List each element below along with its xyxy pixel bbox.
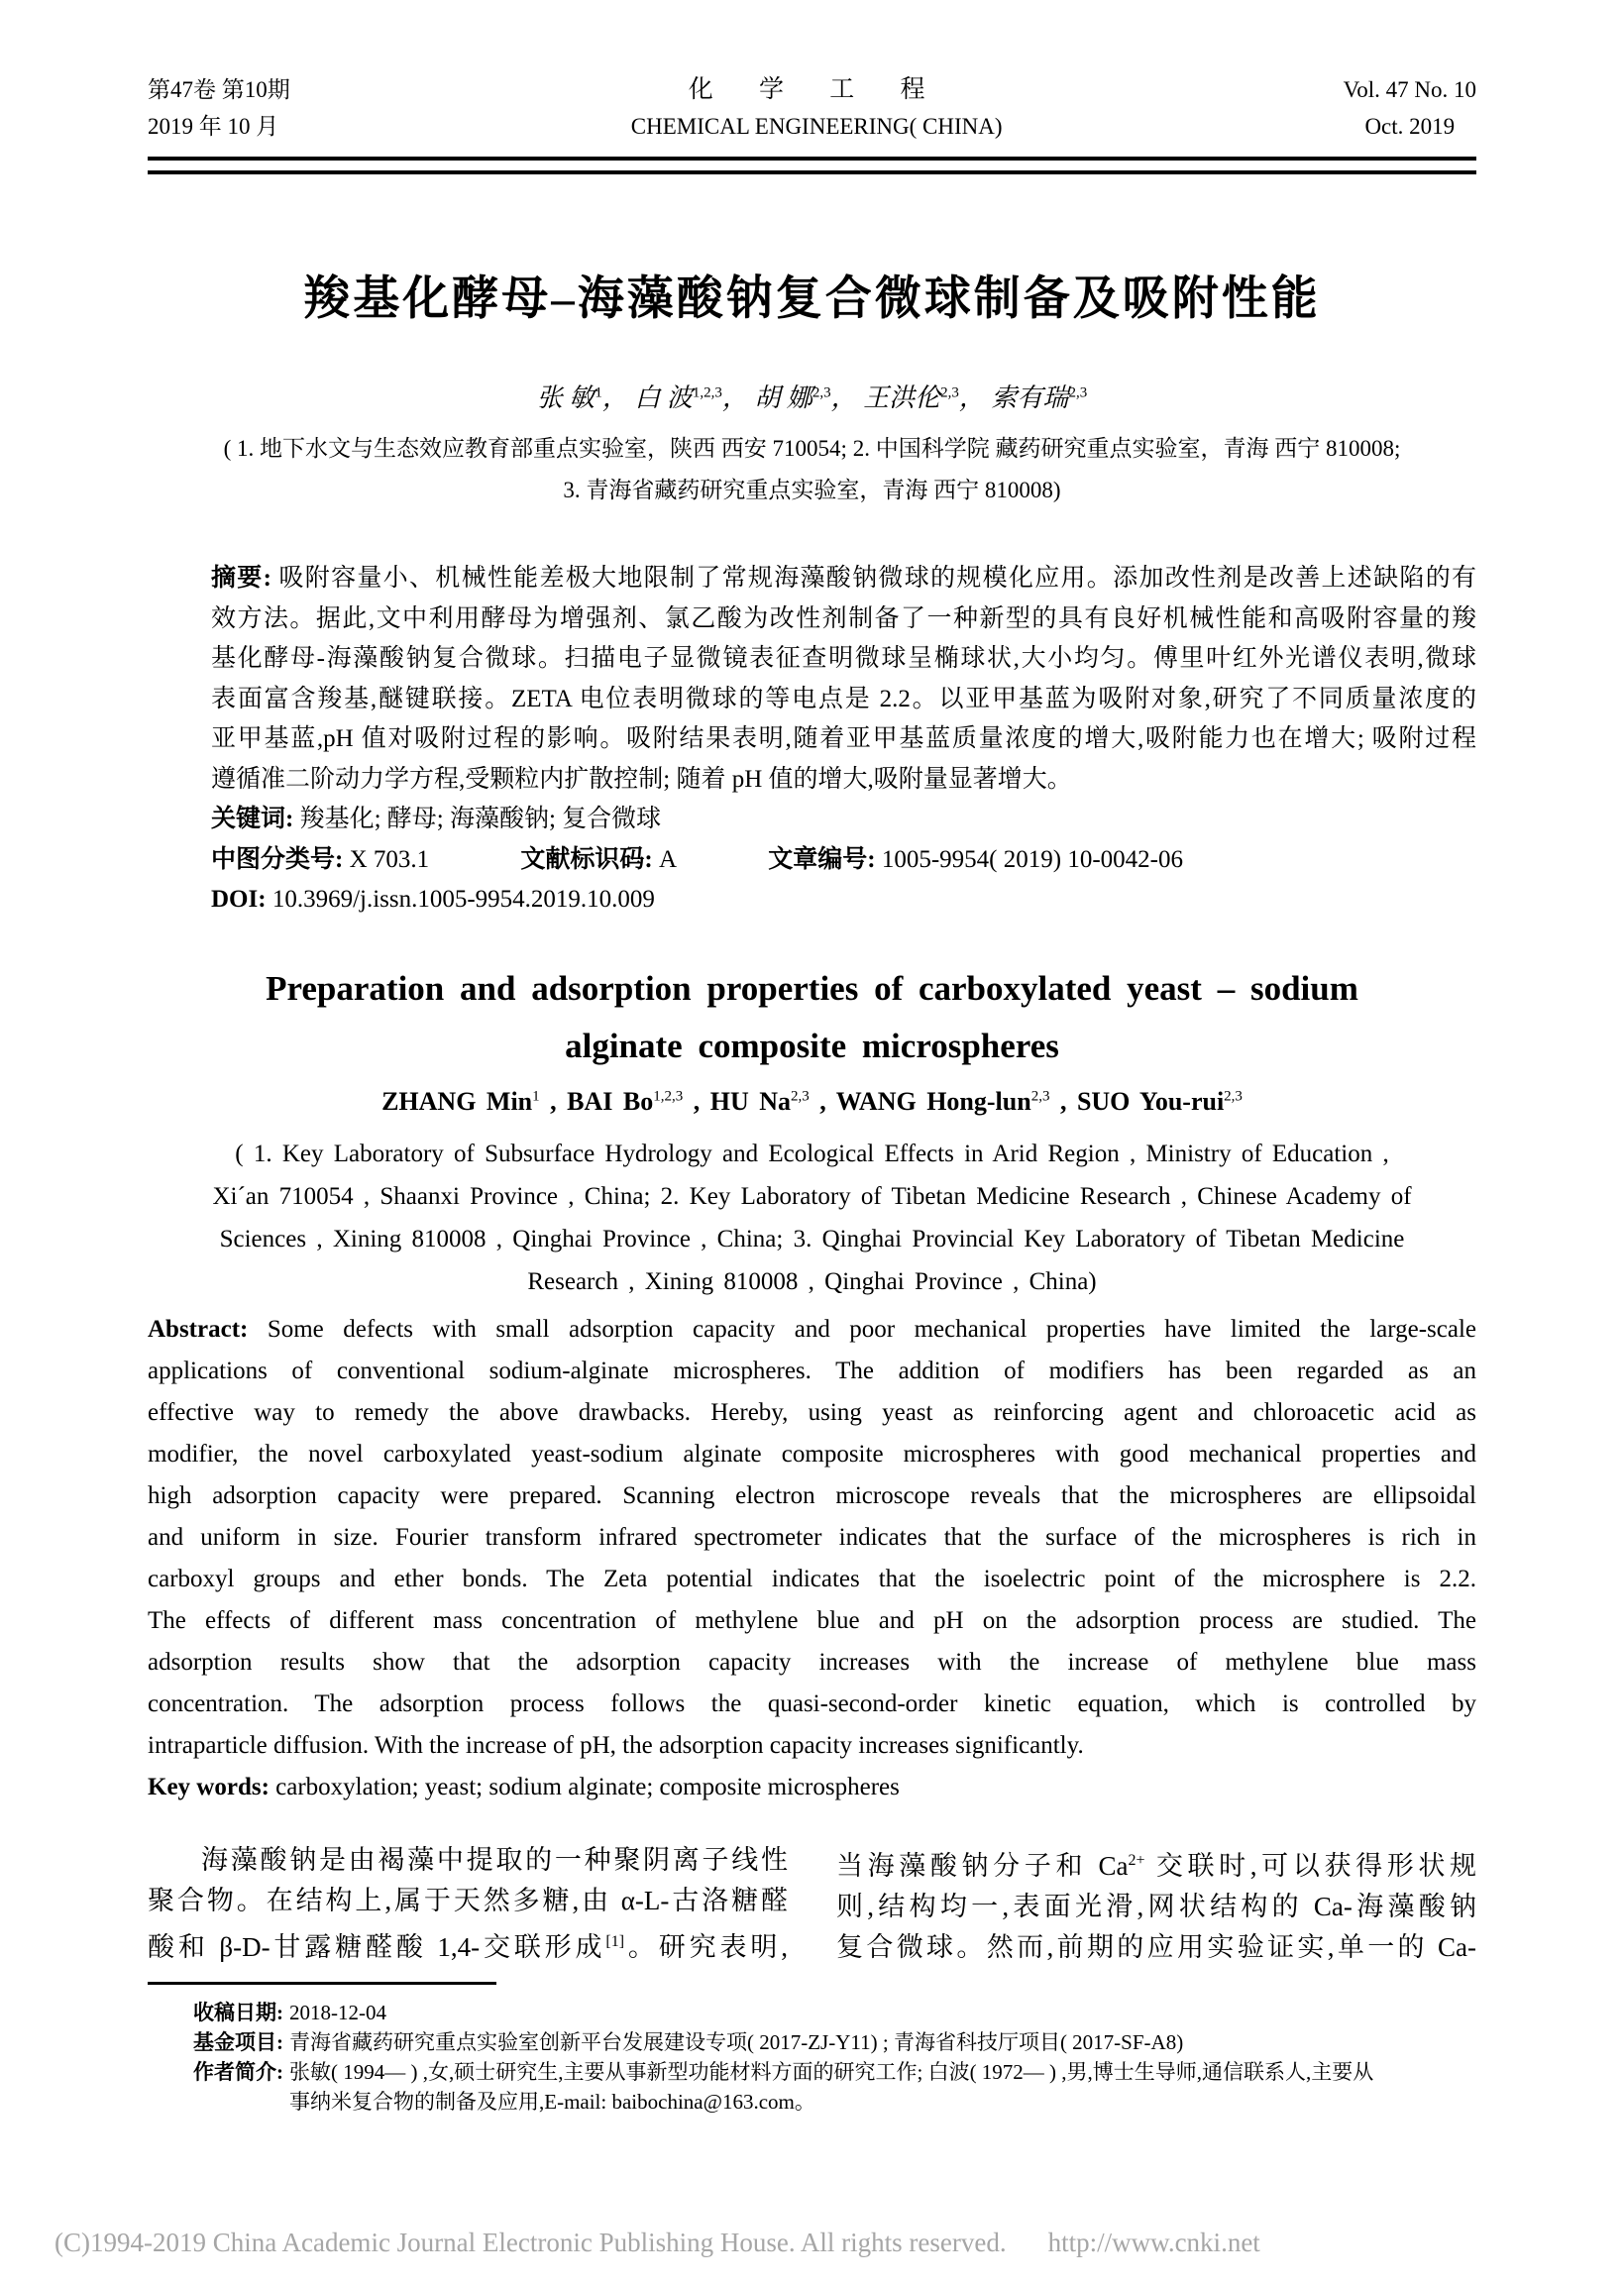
- author-bio-label: 作者简介:: [193, 2059, 283, 2084]
- page-content: [148, 0, 1476, 2117]
- abstract-cn-line: 表面富含羧基,醚键联接。ZETA 电位表明微球的等电点是 2.2。以亚甲基蓝为吸附对象,研究了不同质量浓度的: [211, 685, 1476, 712]
- keywords-cn-label: 关键词:: [211, 806, 300, 832]
- affiliation-en-line: Xi´an 710054 , Shaanxi Province , China; 2. Key Laboratory of Tibetan Medicine Research , Chinese Academy of: [212, 1182, 1412, 1210]
- abstract-cn-line: 效方法。据此,文中利用酵母为增强剂、氯乙酸为改性剂制备了一种新型的具有良好机械性能和高吸附容量的羧: [211, 604, 1476, 632]
- abstract-en-line: The effects of different mass concentration of methylene blue and pH on the adsorption process are studied. The: [148, 1606, 1476, 1634]
- document-code: 文献标识码: A: [520, 845, 678, 873]
- abstract-en-line: high adsorption capacity were prepared. Scanning electron microscope reveals that the microspheres are ellipsoidal: [148, 1481, 1476, 1509]
- author-cn: 白 波$^{1,2,3}$，: [634, 383, 748, 412]
- author-affil-sup: 2,3: [812, 384, 831, 401]
- abstract-cn-line: 亚甲基蓝,pH 值对吸附过程的影响。吸附结果表明,随着亚甲基蓝质量浓度的增大,吸附能力也在增大; 吸附过程: [211, 725, 1476, 752]
- body-line: 当海藻酸钠分子和 $Ca^{2+}$ 交联时,可以获得形状规: [836, 1850, 1476, 1881]
- abstract-en-line: effective way to remedy the above drawbacks. Hereby, using yeast as reinforcing agent and chloroacetic acid as: [148, 1398, 1476, 1426]
- author-cn: 张 敏$^1$，: [536, 383, 628, 412]
- ion-charge-sup: 2+: [1128, 1851, 1145, 1869]
- keywords-en-label: Key words:: [148, 1773, 276, 1800]
- header-volume-issue: [148, 71, 290, 145]
- received-date: 收稿日期: 2018-12-04: [193, 1998, 1476, 2027]
- header-double-rule: [148, 157, 1476, 174]
- affiliation-en-line: Sciences , Xining 810008 , Qinghai Province , China; 3. Qinghai Provincial Key Laboratory of Tibetan Medicine: [219, 1225, 1405, 1252]
- article-id: 文章编号: 1005-9954( 2019) 10-0042-06: [768, 845, 1183, 873]
- author-affil-sup: 2,3: [1068, 384, 1088, 401]
- author-en: SUO You-rui$^{2,3}$: [1076, 1086, 1243, 1116]
- body-line: 则,结构均一,表面光滑,网状结构的 Ca-海藻酸钠: [836, 1891, 1476, 1921]
- authors-en: [148, 1087, 1476, 1117]
- abstract-en-line: adsorption results show that the adsorption capacity increases with the increase of methylene blue mass: [148, 1648, 1476, 1676]
- volume-issue-cn: 第47卷 第10期: [148, 77, 290, 102]
- funding-project: 基金项目: 青海省藏药研究重点实验室创新平台发展建设专项( 2017-ZJ-Y11) ; 青海省科技厅项目( 2017-SF-A8): [193, 2027, 1476, 2057]
- citation-ref: [1]: [605, 1932, 625, 1950]
- author-affil-sup: 1,2,3: [653, 1087, 684, 1104]
- body-line: 聚合物。在结构上,属于天然多糖,由 α-L-古洛糖醛: [148, 1885, 788, 1915]
- author-affil-sup: 1,2,3: [692, 384, 722, 401]
- abstract-en-line: carboxyl groups and ether bonds. The Zeta potential indicates that the isoelectric point of the microsphere is 2.2.: [148, 1565, 1476, 1592]
- clc-number: 中图分类号: X 703.1: [211, 845, 430, 873]
- abstract-cn-label: 摘要:: [211, 565, 279, 592]
- body-line: 海藻酸钠是由褐藻中提取的一种聚阴离子线性: [201, 1844, 788, 1875]
- abstract-en-line: intraparticle diffusion. With the increase of pH, the adsorption capacity increases significantly.: [148, 1731, 1084, 1759]
- journal-header: [148, 0, 1476, 145]
- cnki-url: http://www.cnki.net: [1047, 2228, 1260, 2257]
- abstract-cn-line: 遵循准二阶动力学方程,受颗粒内扩散控制; 随着 pH 值的增大,吸附量显著增大。: [211, 765, 1072, 793]
- footnote-rule: [148, 1982, 496, 1985]
- abstract-en-line: modifier, the novel carboxylated yeast-sodium alginate composite microspheres with good mechanical properties and: [148, 1440, 1476, 1468]
- authors-cn: [148, 378, 1476, 414]
- author-bio: [193, 2057, 1476, 2117]
- title-en-line: Preparation and adsorption properties of carboxylated yeast – sodium: [266, 968, 1358, 1008]
- journal-name-cn: 化 学 工 程: [688, 76, 945, 103]
- body-line: 酸和 β-D-甘露糖醛酸 1,4-交联形成[1]。研究表明,: [148, 1931, 788, 1962]
- author-affil-sup: 1: [595, 384, 602, 401]
- abstract-en-line: Abstract: Some defects with small adsorption capacity and poor mechanical properties have limited the large-scale: [148, 1315, 1477, 1343]
- affiliations-cn: [148, 428, 1476, 511]
- abstract-en-line: and uniform in size. Fourier transform infrared spectrometer indicates that the surface of the microspheres is rich in: [148, 1523, 1476, 1551]
- funding-label: 基金项目:: [193, 2029, 283, 2054]
- abstract-en-line: concentration. The adsorption process follows the quasi-second-order kinetic equation, which is controlled by: [148, 1689, 1476, 1717]
- body-column-right: [836, 1840, 1476, 1968]
- abstract-en-line: applications of conventional sodium-alginate microspheres. The addition of modifiers has been regarded as an: [148, 1357, 1476, 1384]
- paper-title-cn: 羧基化酵母–海藻酸钠复合微球制备及吸附性能: [303, 273, 1321, 325]
- received-date-label: 收稿日期:: [193, 2000, 283, 2024]
- keywords-cn: 关键词: 羧基化; 酵母; 海藻酸钠; 复合微球: [211, 806, 662, 832]
- abstract-cn-line: 基化酵母-海藻酸钠复合微球。扫描电子显微镜表征查明微球呈椭球状,大小均匀。傅里叶红外光谱仪表明,微球: [211, 645, 1476, 672]
- author-en: ZHANG Min$^1$ ,: [381, 1086, 568, 1116]
- classification-line: [211, 840, 1476, 881]
- author-en: HU Na$^{2,3}$ ,: [709, 1086, 836, 1116]
- body-line: 复合微球。然而,前期的应用实验证实,单一的 Ca-: [836, 1931, 1476, 1962]
- author-affil-sup: 2,3: [940, 384, 959, 401]
- author-bio-line: 张敏( 1994— ) ,女,硕士研究生,主要从事新型功能材料方面的研究工作; 白波( 1972— ) ,男,博士生导师,通信联系人,主要从: [289, 2059, 1374, 2084]
- body-columns: [148, 1840, 1476, 1968]
- cnki-footer: [54, 2228, 1260, 2258]
- header-journal-name: [290, 71, 1344, 145]
- journal-name-en: CHEMICAL ENGINEERING( CHINA): [630, 114, 1003, 139]
- author-affil-sup: 2,3: [1224, 1087, 1243, 1104]
- abstract-cn-line: 摘要: 吸附容量小、机械性能差极大地限制了常规海藻酸钠微球的规模化应用。添加改性剂是改善上述缺陷的有: [211, 565, 1476, 592]
- abstract-cn: [211, 559, 1476, 921]
- paper-title-en: [148, 960, 1476, 1075]
- vol-en: Vol. 47 No. 10: [1343, 77, 1476, 102]
- doi-line: [211, 880, 1476, 921]
- body-column-left: [148, 1840, 788, 1968]
- affiliation-line: ( 1. 地下水文与生态效应教育部重点实验室，陕西 西安 710054; 2. 中国科学院 藏药研究重点实验室，青海 西宁 810008;: [223, 436, 1401, 461]
- doi-label: DOI:: [211, 886, 272, 913]
- author-affil-sup: 2,3: [1030, 1087, 1050, 1104]
- author-cn: 索有瑞$^{2,3}$: [991, 383, 1088, 412]
- affiliation-line: 3. 青海省藏药研究重点实验室，青海 西宁 810008): [563, 478, 1061, 502]
- header-vol-date-en: [1344, 71, 1476, 145]
- abstract-en-label: Abstract:: [148, 1315, 268, 1343]
- affiliations-en: [148, 1133, 1476, 1303]
- title-en-line: alginate composite microspheres: [565, 1026, 1059, 1065]
- date-en: Oct. 2019: [1364, 114, 1456, 139]
- author-en: BAI Bo$^{1,2,3}$ ,: [567, 1086, 710, 1116]
- abstract-en: [148, 1309, 1476, 1808]
- author-cn: 王洪伦$^{2,3}$，: [863, 383, 985, 412]
- author-affil-sup: 1: [532, 1087, 540, 1104]
- footnote-block: [148, 1982, 1476, 2117]
- doi-value: 10.3969/j.issn.1005-9954.2019.10.009: [271, 886, 655, 913]
- keywords-en: Key words: carboxylation; yeast; sodium alginate; composite microspheres: [148, 1773, 900, 1800]
- copyright-text: (C)1994-2019 China Academic Journal Electronic Publishing House. All rights reserved.: [54, 2228, 1007, 2257]
- author-en: WANG Hong-lun$^{2,3}$ ,: [835, 1086, 1077, 1116]
- author-bio-line: 事纳米复合物的制备及应用,E-mail: baibochina@163.com。: [289, 2089, 815, 2114]
- author-affil-sup: 2,3: [791, 1087, 810, 1104]
- affiliation-en-line: Research , Xining 810008 , Qinghai Province , China): [527, 1267, 1097, 1295]
- date-cn: 2019 年 10 月: [148, 114, 279, 139]
- author-bio-text: [289, 2057, 1373, 2117]
- affiliation-en-line: ( 1. Key Laboratory of Subsurface Hydrology and Ecological Effects in Arid Region , Ministry of Education ,: [235, 1140, 1389, 1167]
- author-cn: 胡 娜$^{2,3}$，: [754, 383, 857, 412]
